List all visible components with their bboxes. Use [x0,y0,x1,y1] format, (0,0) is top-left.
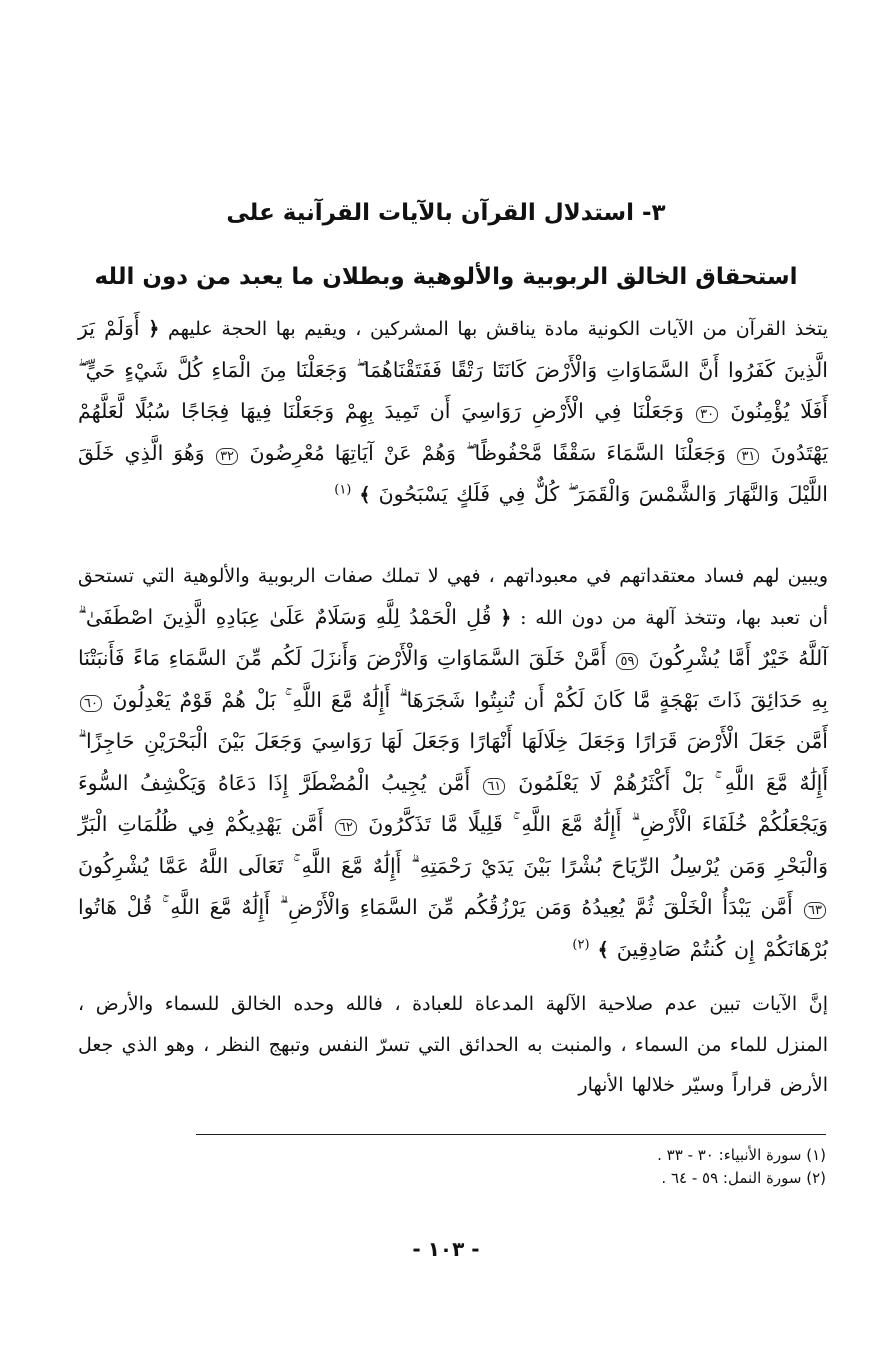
footnote-divider [196,1134,826,1135]
quran-verse: أَمَّن يَهْدِيكُمْ فِي ظُلُمَاتِ الْبَرِّ وَالْبَحْرِ وَمَن يُرْسِلُ الرِّيَاحَ بُشْرًا بَيْنَ يَدَيْ رَحْمَتِهِ ۗ أَإِلَٰهٌ مَّعَ اللَّهِ ۚ تَعَالَى اللَّهُ عَمَّا يُشْرِكُونَ [78,812,828,878]
quran-close-bracket: ﴾ [359,484,371,506]
quran-open-bracket: ﴿ [148,318,160,340]
ayah-number-marker: ٥٩ [616,653,638,670]
quran-verse: وَجَعَلْنَا فِي الْأَرْضِ رَوَاسِيَ أَن تَمِيدَ بِهِمْ وَجَعَلْنَا فِيهَا فِجَاجًا سُبُلًا لَّعَلَّهُمْ يَهْتَدُونَ [78,399,828,465]
quran-verse: أَمَّن يَبْدَأُ الْخَلْقَ ثُمَّ يُعِيدُهُ وَمَن يَرْزُقُكُم مِّنَ السَّمَاءِ وَالْأَرْضِ ۗ أَإِلَٰهٌ مَّعَ اللَّهِ ۚ قُلْ هَاتُوا بُرْهَانَكُمْ إِن كُنتُمْ صَادِقِينَ [78,895,828,961]
quran-verse: وَهُوَ الَّذِي خَلَقَ اللَّيْلَ وَالنَّهَارَ وَالشَّمْسَ وَالْقَمَرَ ۖ كُلٌّ فِي فَلَكٍ يَسْبَحُونَ [78,440,828,506]
quran-open-bracket: ﴿ [500,606,512,629]
ayah-number-marker: ٦١ [483,778,505,795]
ayah-number-marker: ٣١ [737,448,759,465]
quran-verse: قُلِ الْحَمْدُ لِلَّهِ وَسَلَامٌ عَلَىٰ عِبَادِهِ الَّذِينَ اصْطَفَىٰ ۗ آللَّهُ خَيْرٌ أَمَّا يُشْرِكُونَ [78,604,828,670]
footnote-item: (١) سورة الأنبياء: ٣٠ - ٣٣ . [657,1146,826,1164]
paragraph-cosmic-signs [78,308,828,516]
ayah-number-marker: ٦٢ [335,819,357,836]
footnote-reference: (٢) [572,937,590,953]
quran-close-bracket: ﴾ [597,938,609,961]
ayah-number-marker: ٣٠ [696,406,718,423]
paragraph-intro: ويبين لهم فساد معتقداتهم في معبوداتهم ، فهي لا تملك صفات الربوبية والألوهية التي تستحق أن تعبد بها، وتتخذ آلهة من دون الله : [78,565,829,629]
section-subtitle: استحقاق الخالق الربوبية والألوهية وبطلان ما يعبد من دون الله [94,264,798,290]
page-number: - ١٠٣ - [412,1237,480,1261]
ayah-number-marker: ٦٣ [804,902,826,919]
section-title: ٣- استدلال القرآن بالآيات القرآنية على [226,200,666,226]
paragraph-conclusion: إنَّ الآيات تبين عدم صلاحية الآلهة المدعاة للعبادة ، فالله وحده الخالق للسماء والأرض ، المنزل للماء من السماء ، والمنبت به الحدائق التي تسرّ النفس وتبهج النظر ، وهو الذي جعل الأرض قراراً وسيّر خلالها الأنهار [78,993,828,1096]
quran-verse: أَمَّن جَعَلَ الْأَرْضَ قَرَارًا وَجَعَلَ خِلَالَهَا أَنْهَارًا وَجَعَلَ لَهَا رَوَاسِيَ وَجَعَلَ بَيْنَ الْبَحْرَيْنِ حَاجِزًا ۗ أَإِلَٰهٌ مَّعَ اللَّهِ ۚ بَلْ أَكْثَرُهُمْ لَا يَعْلَمُونَ [78,729,829,795]
footnotes-list [196,1144,826,1190]
quran-verse: أَمَّن يُجِيبُ الْمُضْطَرَّ إِذَا دَعَاهُ وَيَكْشِفُ السُّوءَ وَيَجْعَلُكُمْ خُلَفَاءَ الْأَرْضِ ۗ أَإِلَٰهٌ مَّعَ اللَّهِ ۚ قَلِيلًا مَّا تَذَكَّرُونَ [78,770,828,836]
paragraph-intro: يتخذ القرآن من الآيات الكونية مادة يناقش بها المشركين ، ويقيم بها الحجة عليهم [168,318,829,340]
ayah-number-marker: ٦٠ [80,695,102,712]
footnote-reference: (١) [334,482,352,498]
quran-verse: أَمَّنْ خَلَقَ السَّمَاوَاتِ وَالْأَرْضَ وَأَنزَلَ لَكُم مِّنَ السَّمَاءِ مَاءً فَأَنبَتْنَا بِهِ حَدَائِقَ ذَاتَ بَهْجَةٍ مَّا كَانَ لَكُمْ أَن تُنبِتُوا شَجَرَهَا ۗ أَإِلَٰهٌ مَّعَ اللَّهِ ۚ بَلْ هُمْ قَوْمٌ يَعْدِلُونَ [78,646,828,712]
ayah-number-marker: ٣٢ [216,448,238,465]
paragraph-false-deities [78,556,828,970]
quran-verse: وَجَعَلْنَا السَّمَاءَ سَقْفًا مَّحْفُوظًا ۖ وَهُمْ عَنْ آيَاتِهَا مُعْرِضُونَ [249,440,726,465]
quran-verse: أَوَلَمْ يَرَ الَّذِينَ كَفَرُوا أَنَّ السَّمَاوَاتِ وَالْأَرْضَ كَانَتَا رَتْقًا فَفَتَقْنَاهُمَا ۖ وَجَعَلْنَا مِنَ الْمَاءِ كُلَّ شَيْءٍ حَيٍّ ۖ أَفَلَا يُؤْمِنُونَ [78,316,828,423]
footnote-item: (٢) سورة النمل: ٥٩ - ٦٤ . [661,1169,826,1187]
